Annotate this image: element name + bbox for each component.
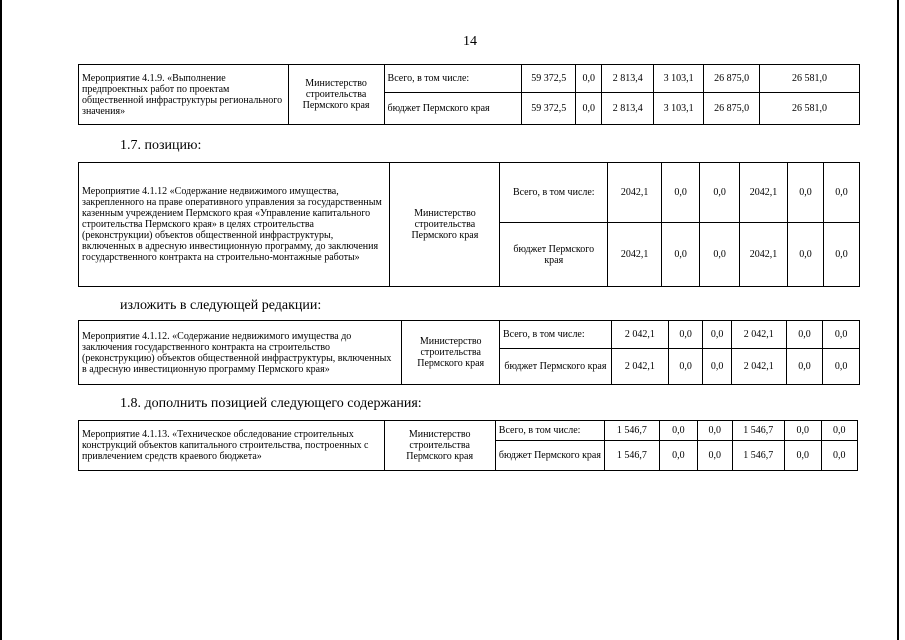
value-cell: 0,0 (668, 321, 703, 349)
funding-source: Всего, в том числе: (500, 321, 612, 349)
responsible-executor: Министерство строительства Пермского края (390, 163, 500, 287)
value-cell: 0,0 (823, 223, 859, 287)
value-cell: 3 103,1 (654, 93, 704, 125)
value-cell: 0,0 (703, 321, 731, 349)
value-cell: 2 042,1 (731, 349, 786, 385)
value-cell: 2042,1 (740, 163, 788, 223)
section-heading-1-8: 1.8. дополнить позицией следующего содержания: (120, 396, 422, 411)
funding-source: Всего, в том числе: (500, 163, 608, 223)
value-cell: 0,0 (786, 349, 823, 385)
measure-description: Мероприятие 4.1.13. «Техническое обследование строительных конструкций объектов капитального строительства, построенных с привлечением средств краевого бюджета» (79, 421, 385, 471)
value-cell: 0,0 (698, 441, 732, 471)
value-cell: 1 546,7 (605, 441, 660, 471)
scan-border-right (897, 0, 899, 640)
table-measure-4-1-12-new (78, 320, 860, 385)
value-cell: 0,0 (823, 349, 860, 385)
value-cell: 26 875,0 (704, 65, 760, 93)
funding-source: Всего, в том числе: (495, 421, 604, 441)
value-cell: 0,0 (785, 441, 821, 471)
measure-description: Мероприятие 4.1.12 «Содержание недвижимого имущества, закрепленного на праве оперативного управления за государственным казенным учреждением Пермского края «Управление капитального строительства Пермского края» в целях строительства (реконструкции) объектов общественной инфраструктуры, включенных в адресную инвестиционную программу, до заключения государственного контракта на строительно-монтажные работы» (79, 163, 390, 287)
value-cell: 1 546,7 (732, 441, 785, 471)
section-heading-1-7: 1.7. позицию: (120, 138, 202, 153)
value-cell: 0,0 (786, 321, 823, 349)
value-cell: 1 546,7 (605, 421, 660, 441)
value-cell: 0,0 (823, 321, 860, 349)
value-cell: 0,0 (788, 223, 824, 287)
value-cell: 1 546,7 (732, 421, 785, 441)
funding-source: бюджет Пермского края (500, 223, 608, 287)
value-cell: 0,0 (788, 163, 824, 223)
value-cell: 0,0 (785, 421, 821, 441)
value-cell: 2 042,1 (731, 321, 786, 349)
value-cell: 59 372,5 (522, 65, 576, 93)
value-cell: 0,0 (659, 441, 697, 471)
value-cell: 26 875,0 (704, 93, 760, 125)
value-cell: 2 813,4 (602, 93, 654, 125)
measure-description: Мероприятие 4.1.12. «Содержание недвижимого имущества до заключения государственного контракта на строительство (реконструкцию) объектов общественной инфраструктуры, включенных в адресную инвестиционную программу Пермского края» (79, 321, 402, 385)
value-cell: 0,0 (662, 223, 700, 287)
value-cell: 0,0 (698, 421, 732, 441)
value-cell: 0,0 (668, 349, 703, 385)
value-cell: 2042,1 (608, 163, 662, 223)
table-measure-4-1-12-old (78, 162, 860, 287)
value-cell: 26 581,0 (760, 65, 860, 93)
responsible-executor: Министерство строительства Пермского края (288, 65, 384, 125)
value-cell: 0,0 (700, 223, 740, 287)
value-cell: 0,0 (576, 93, 602, 125)
value-cell: 0,0 (700, 163, 740, 223)
value-cell: 0,0 (703, 349, 731, 385)
funding-source: бюджет Пермского края (495, 441, 604, 471)
table-row (79, 421, 858, 441)
value-cell: 2042,1 (608, 223, 662, 287)
table-row (79, 163, 860, 223)
value-cell: 0,0 (821, 441, 858, 471)
value-cell: 0,0 (659, 421, 697, 441)
funding-source: бюджет Пермского края (384, 93, 522, 125)
responsible-executor: Министерство строительства Пермского края (384, 421, 495, 471)
value-cell: 2 042,1 (611, 321, 668, 349)
table-measure-4-1-13 (78, 420, 858, 471)
value-cell: 2 042,1 (611, 349, 668, 385)
value-cell: 0,0 (823, 163, 859, 223)
value-cell: 0,0 (662, 163, 700, 223)
measure-description: Мероприятие 4.1.9. «Выполнение предпроектных работ по проектам общественной инфраструктуры регионального значения» (79, 65, 289, 125)
responsible-executor: Министерство строительства Пермского края (402, 321, 500, 385)
value-cell: 2042,1 (740, 223, 788, 287)
scan-border-left (0, 0, 2, 640)
value-cell: 3 103,1 (654, 65, 704, 93)
page-number: 14 (463, 34, 477, 49)
table-row (79, 65, 860, 93)
funding-source: Всего, в том числе: (384, 65, 522, 93)
table-row (79, 321, 860, 349)
value-cell: 59 372,5 (522, 93, 576, 125)
value-cell: 0,0 (821, 421, 858, 441)
section-heading-new-wording: изложить в следующей редакции: (120, 298, 322, 313)
table-measure-4-1-9 (78, 64, 860, 125)
funding-source: бюджет Пермского края (500, 349, 612, 385)
value-cell: 2 813,4 (602, 65, 654, 93)
value-cell: 26 581,0 (760, 93, 860, 125)
value-cell: 0,0 (576, 65, 602, 93)
